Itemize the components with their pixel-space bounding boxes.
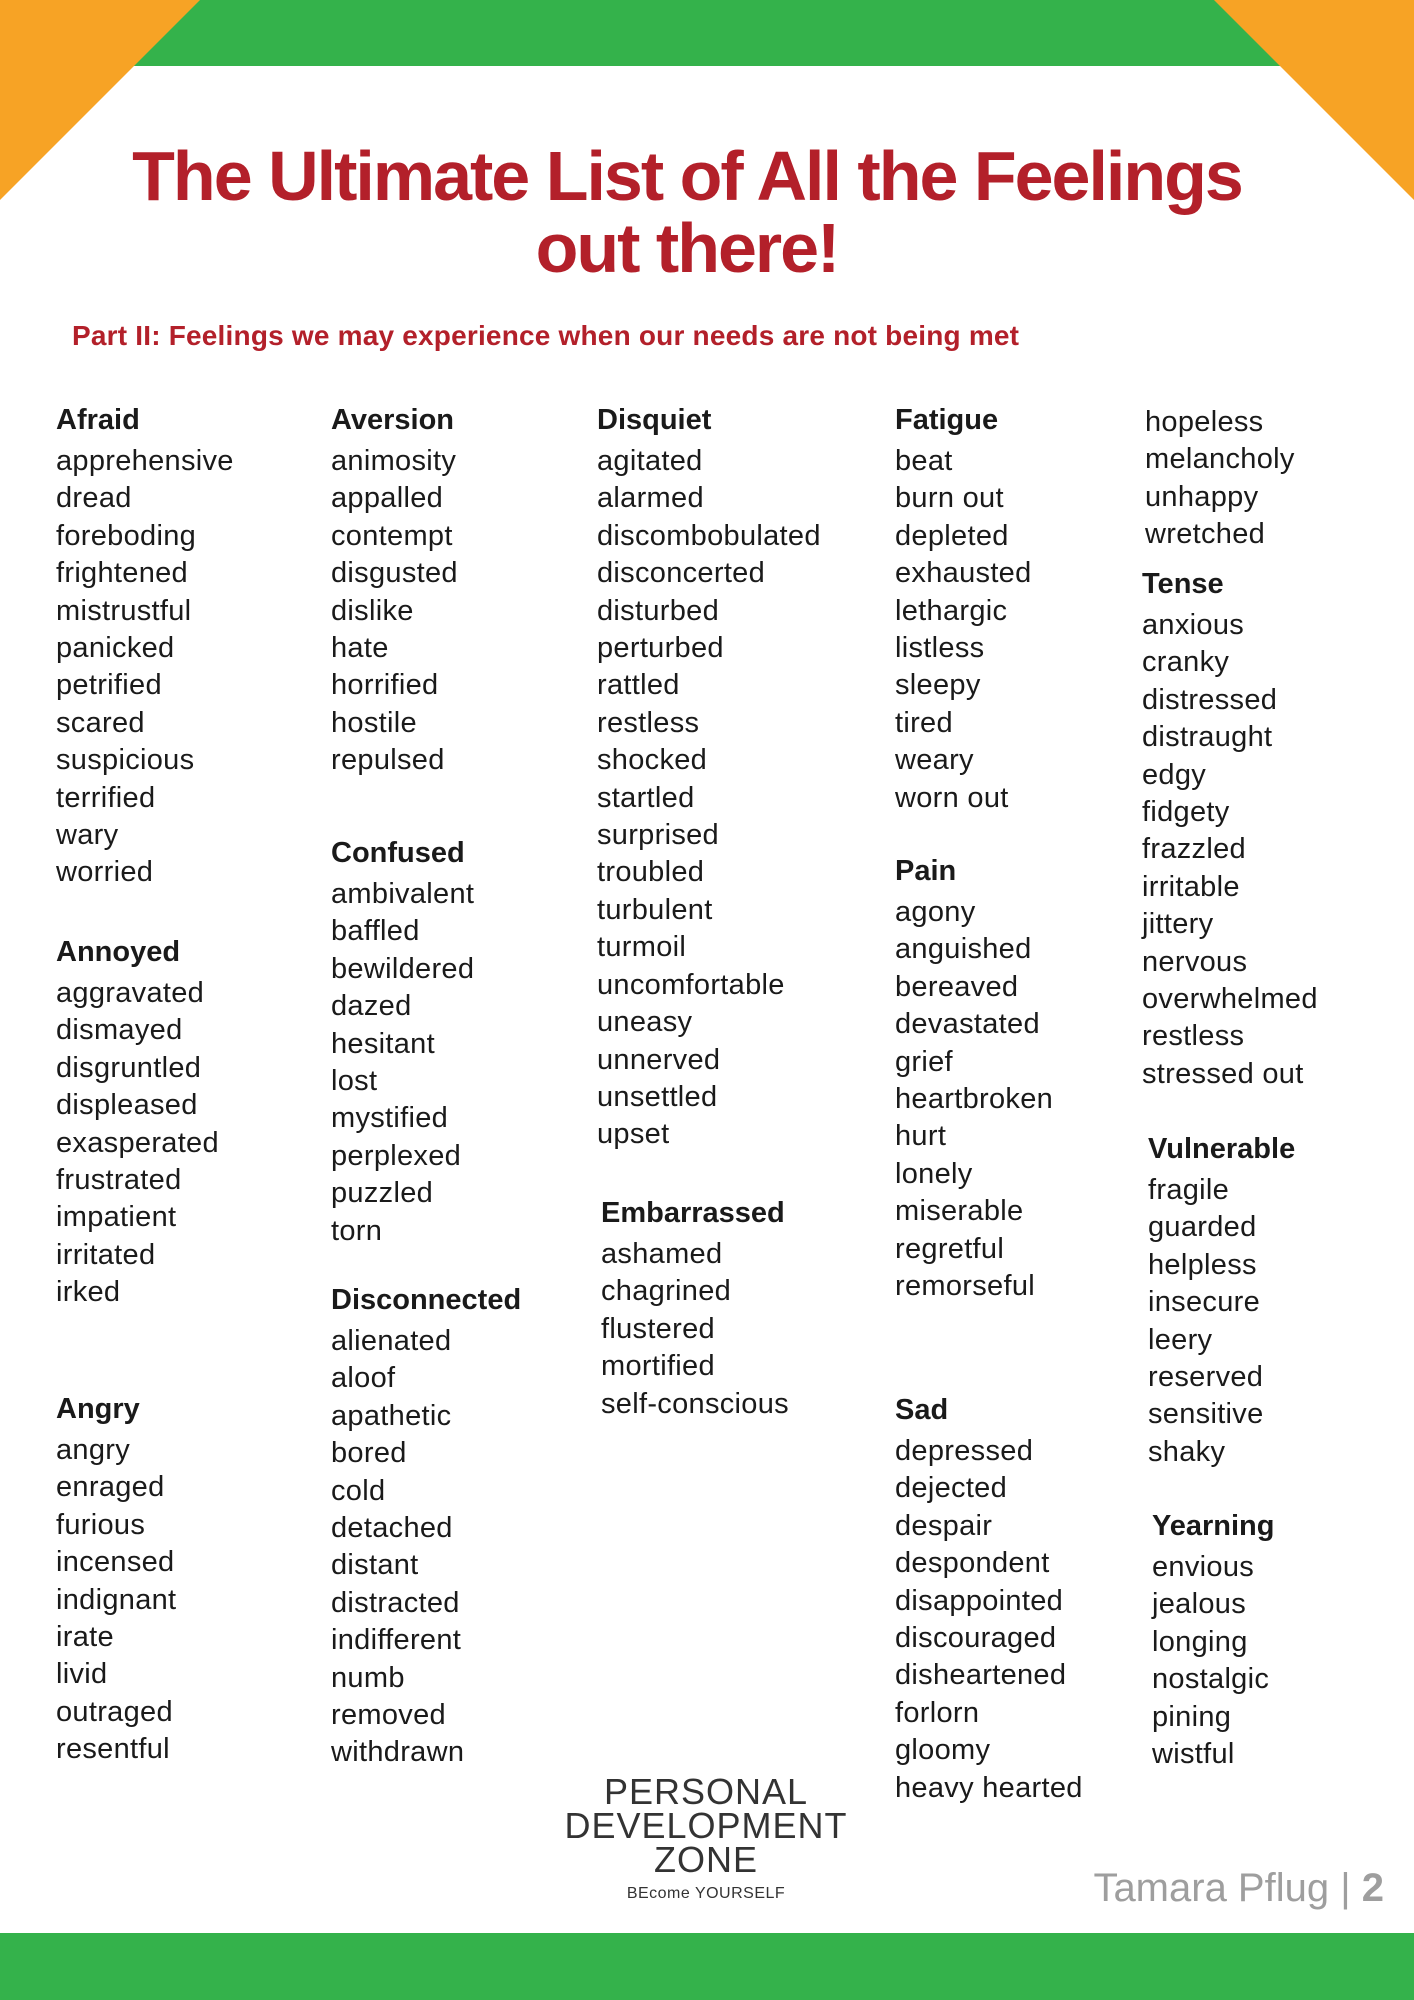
feeling-word: aloof xyxy=(331,1362,396,1395)
feeling-word: enraged xyxy=(56,1471,165,1504)
feeling-word: exhausted xyxy=(895,557,1032,590)
group-disconnected xyxy=(331,1283,521,1772)
feeling-word: anxious xyxy=(1142,609,1245,641)
group-yearning xyxy=(1152,1509,1275,1773)
feeling-word: disgusted xyxy=(331,557,458,590)
feeling-word: repulsed xyxy=(331,744,445,777)
feeling-word: uncomfortable xyxy=(597,968,785,1001)
feeling-word: uneasy xyxy=(597,1006,693,1039)
page-number: 2 xyxy=(1361,1866,1384,1910)
group-heading: Tense xyxy=(1142,568,1224,600)
feeling-word: frustrated xyxy=(56,1164,182,1197)
feeling-word: wary xyxy=(56,819,119,852)
feeling-word: insecure xyxy=(1148,1286,1261,1319)
feeling-word: flustered xyxy=(601,1312,715,1345)
feeling-list xyxy=(1152,1549,1275,1773)
page-title xyxy=(40,137,1334,287)
group-disquiet xyxy=(597,403,821,1154)
feeling-list xyxy=(56,975,219,1312)
feeling-list xyxy=(895,443,1032,817)
feeling-word: depressed xyxy=(895,1435,1034,1467)
group-heading: Embarrassed xyxy=(601,1197,785,1229)
feeling-word: wistful xyxy=(1152,1738,1235,1771)
feeling-word: self-conscious xyxy=(601,1387,789,1420)
feeling-word: grief xyxy=(895,1045,953,1078)
feeling-word: alienated xyxy=(331,1325,452,1357)
feeling-word: longing xyxy=(1152,1625,1248,1658)
feeling-list xyxy=(56,443,234,892)
feeling-word: perplexed xyxy=(331,1139,462,1172)
feeling-word: cold xyxy=(331,1474,386,1507)
group-heading: Annoyed xyxy=(56,936,181,968)
feeling-word: restless xyxy=(1142,1020,1245,1053)
group-heading: Sad xyxy=(895,1394,949,1426)
feeling-word: appalled xyxy=(331,482,444,515)
feeling-word: puzzled xyxy=(331,1177,434,1210)
feeling-word: worried xyxy=(56,856,154,889)
feeling-word: hurt xyxy=(895,1120,947,1153)
title-line-1: The Ultimate List of All the Feelings xyxy=(132,137,1242,215)
feeling-word: panicked xyxy=(56,632,175,665)
feeling-word: miserable xyxy=(895,1195,1024,1228)
group-heading: Confused xyxy=(331,837,465,869)
feeling-word: startled xyxy=(597,781,695,814)
title-line-2: out there! xyxy=(535,209,839,287)
feeling-word: overwhelmed xyxy=(1142,983,1318,1016)
group-heading: Disquiet xyxy=(597,404,712,436)
feeling-word: heavy hearted xyxy=(895,1771,1083,1804)
feeling-word: pining xyxy=(1152,1700,1232,1733)
feeling-word: hostile xyxy=(331,706,417,739)
feeling-word: bereaved xyxy=(895,970,1019,1003)
feeling-list xyxy=(1142,607,1318,1093)
feeling-word: turmoil xyxy=(597,931,687,964)
feeling-list xyxy=(331,443,458,780)
group-heading: Disconnected xyxy=(331,1284,522,1316)
feeling-word: reserved xyxy=(1148,1361,1264,1394)
feeling-word: irritated xyxy=(56,1238,156,1271)
feeling-word: discombobulated xyxy=(597,519,821,552)
feeling-word: shaky xyxy=(1148,1435,1226,1468)
feeling-word: ashamed xyxy=(601,1238,723,1270)
page-footer xyxy=(1093,1866,1384,1911)
feeling-word: resentful xyxy=(56,1733,170,1766)
feeling-word: dazed xyxy=(331,990,412,1023)
feeling-word: beat xyxy=(895,445,953,477)
feeling-word: disconcerted xyxy=(597,557,766,590)
feeling-word: numb xyxy=(331,1661,405,1694)
feeling-word: weary xyxy=(895,744,974,777)
feeling-word: frightened xyxy=(56,557,188,590)
group-tense xyxy=(1142,567,1318,1093)
feeling-word: impatient xyxy=(56,1201,177,1234)
group-vulnerable xyxy=(1148,1132,1295,1471)
feeling-word: discouraged xyxy=(895,1622,1057,1655)
feeling-word: hate xyxy=(331,632,389,665)
feeling-word: turbulent xyxy=(597,893,713,926)
feeling-word: unsettled xyxy=(597,1080,718,1113)
feeling-word: regretful xyxy=(895,1232,1005,1265)
feeling-word: rattled xyxy=(597,669,680,702)
feeling-word: jittery xyxy=(1142,908,1214,941)
feeling-word: unhappy xyxy=(1145,480,1259,513)
group-sad xyxy=(895,1393,1083,1807)
feeling-list xyxy=(597,443,821,1154)
feeling-word: bewildered xyxy=(331,952,475,985)
feeling-word: listless xyxy=(895,632,985,665)
group-angry xyxy=(56,1392,176,1769)
feeling-word: displeased xyxy=(56,1089,198,1122)
feeling-list xyxy=(895,1433,1083,1807)
feeling-word: fidgety xyxy=(1142,796,1230,829)
feeling-word: gloomy xyxy=(895,1734,991,1767)
group-annoyed xyxy=(56,935,219,1312)
feeling-word: incensed xyxy=(56,1546,175,1579)
group-aversion xyxy=(331,403,458,780)
feeling-word: withdrawn xyxy=(331,1736,465,1769)
feeling-word: stressed out xyxy=(1142,1057,1304,1090)
feeling-list xyxy=(331,1323,521,1772)
feeling-word: detached xyxy=(331,1512,453,1545)
feeling-word: jealous xyxy=(1152,1588,1246,1621)
feeling-word: lost xyxy=(331,1065,378,1098)
logo-line-2: DEVELOPMENT xyxy=(564,1805,848,1846)
feeling-word: troubled xyxy=(597,856,705,889)
feeling-word: dejected xyxy=(895,1472,1008,1505)
feeling-word: baffled xyxy=(331,915,420,948)
feeling-word: mistrustful xyxy=(56,594,192,627)
feeling-word: horrified xyxy=(331,669,439,702)
group-embarrassed xyxy=(601,1196,789,1423)
feeling-word: sleepy xyxy=(895,669,981,702)
feeling-word: mystified xyxy=(331,1102,449,1135)
feeling-list xyxy=(601,1236,789,1423)
feeling-word: agitated xyxy=(597,445,703,477)
feeling-word: torn xyxy=(331,1214,383,1247)
feeling-word: disturbed xyxy=(597,594,719,627)
group-heading: Afraid xyxy=(56,404,140,436)
feeling-word: unnerved xyxy=(597,1043,721,1076)
feeling-word: despondent xyxy=(895,1547,1050,1580)
group-heading: Angry xyxy=(56,1393,140,1425)
feeling-word: anguished xyxy=(895,933,1032,966)
feeling-word: furious xyxy=(56,1508,146,1541)
feeling-word: outraged xyxy=(56,1695,173,1728)
group-heading: Fatigue xyxy=(895,404,999,436)
group-afraid xyxy=(56,403,234,892)
group-sad-continued xyxy=(1145,404,1295,554)
feeling-word: distressed xyxy=(1142,683,1278,716)
feeling-word: irked xyxy=(56,1276,121,1309)
footer-author: Tamara Pflug xyxy=(1093,1866,1330,1910)
feeling-word: burn out xyxy=(895,482,1004,515)
group-heading: Yearning xyxy=(1152,1510,1275,1542)
feeling-word: wretched xyxy=(1145,518,1266,551)
feeling-word: livid xyxy=(56,1658,108,1691)
feeling-word: mortified xyxy=(601,1350,715,1383)
top-green-band xyxy=(0,0,1414,66)
logo-tagline: BEcome YOURSELF xyxy=(626,1885,786,1902)
feeling-word: scared xyxy=(56,706,145,739)
feeling-word: edgy xyxy=(1142,758,1207,791)
feeling-word: hesitant xyxy=(331,1027,435,1060)
feeling-word: tired xyxy=(895,706,953,739)
feeling-word: restless xyxy=(597,706,700,739)
feeling-word: hopeless xyxy=(1145,406,1264,438)
feeling-list xyxy=(1145,404,1295,554)
group-fatigue xyxy=(895,403,1032,817)
feeling-word: shocked xyxy=(597,744,708,777)
feeling-word: agony xyxy=(895,896,976,928)
feeling-word: dread xyxy=(56,482,132,515)
feeling-word: surprised xyxy=(597,819,719,852)
feeling-word: remorseful xyxy=(895,1270,1035,1303)
group-pain xyxy=(895,854,1053,1305)
feeling-word: ambivalent xyxy=(331,878,475,910)
logo-line-1: PERSONAL xyxy=(603,1771,809,1812)
feeling-word: depleted xyxy=(895,519,1009,552)
feeling-word: envious xyxy=(1152,1551,1255,1583)
feeling-word: aggravated xyxy=(56,977,205,1009)
feeling-word: sensitive xyxy=(1148,1398,1264,1431)
feeling-word: nostalgic xyxy=(1152,1663,1270,1696)
feeling-list xyxy=(331,876,474,1250)
feeling-word: dislike xyxy=(331,594,414,627)
feeling-word: alarmed xyxy=(597,482,704,515)
feeling-word: upset xyxy=(597,1118,670,1151)
feeling-word: leery xyxy=(1148,1323,1213,1356)
feeling-list xyxy=(56,1432,176,1769)
feeling-word: indignant xyxy=(56,1583,177,1616)
feeling-word: irritable xyxy=(1142,870,1240,903)
group-heading: Vulnerable xyxy=(1148,1133,1296,1165)
feeling-word: angry xyxy=(56,1434,131,1466)
feeling-word: apprehensive xyxy=(56,445,234,477)
feeling-word: forlorn xyxy=(895,1696,980,1729)
feeling-list xyxy=(895,894,1053,1305)
feeling-word: bored xyxy=(331,1437,407,1470)
feeling-word: petrified xyxy=(56,669,162,702)
feeling-word: despair xyxy=(895,1509,993,1542)
feeling-word: fragile xyxy=(1148,1174,1230,1206)
feeling-word: disappointed xyxy=(895,1584,1064,1617)
feeling-word: exasperated xyxy=(56,1126,219,1159)
feeling-word: dismayed xyxy=(56,1014,183,1047)
feeling-word: animosity xyxy=(331,445,457,477)
logo-line-3: ZONE xyxy=(653,1839,758,1880)
group-heading: Pain xyxy=(895,855,957,887)
feeling-word: disgruntled xyxy=(56,1051,202,1084)
feeling-word: distant xyxy=(331,1549,419,1582)
personal-development-zone-logo xyxy=(556,1771,856,1915)
feeling-list xyxy=(1148,1172,1295,1471)
feeling-word: heartbroken xyxy=(895,1083,1054,1116)
feeling-word: foreboding xyxy=(56,519,197,552)
group-heading: Aversion xyxy=(331,404,455,436)
feeling-word: distraught xyxy=(1142,721,1273,754)
feeling-word: guarded xyxy=(1148,1211,1257,1244)
feeling-word: irate xyxy=(56,1621,114,1654)
feeling-word: nervous xyxy=(1142,945,1248,978)
feeling-word: disheartened xyxy=(895,1659,1067,1692)
feeling-word: frazzled xyxy=(1142,833,1246,866)
feeling-word: helpless xyxy=(1148,1248,1257,1281)
bottom-green-band xyxy=(0,1933,1414,2000)
feeling-word: lonely xyxy=(895,1157,973,1190)
feeling-word: melancholy xyxy=(1145,443,1295,476)
feeling-word: indifferent xyxy=(331,1624,462,1657)
page-subtitle: Part II: Feelings we may experience when our needs are not being met xyxy=(72,320,1020,351)
feeling-word: cranky xyxy=(1142,646,1230,679)
feeling-word: lethargic xyxy=(895,594,1008,627)
feeling-word: suspicious xyxy=(56,744,195,777)
feeling-word: apathetic xyxy=(331,1399,452,1432)
feeling-word: contempt xyxy=(331,519,453,552)
feeling-word: removed xyxy=(331,1699,446,1732)
feeling-word: worn out xyxy=(895,781,1009,814)
feeling-word: chagrined xyxy=(601,1275,732,1308)
footer-separator: | xyxy=(1340,1866,1351,1910)
feeling-word: devastated xyxy=(895,1008,1040,1041)
feeling-word: perturbed xyxy=(597,632,724,665)
feeling-word: terrified xyxy=(56,781,156,814)
group-confused xyxy=(331,836,474,1250)
feeling-word: distracted xyxy=(331,1586,460,1619)
